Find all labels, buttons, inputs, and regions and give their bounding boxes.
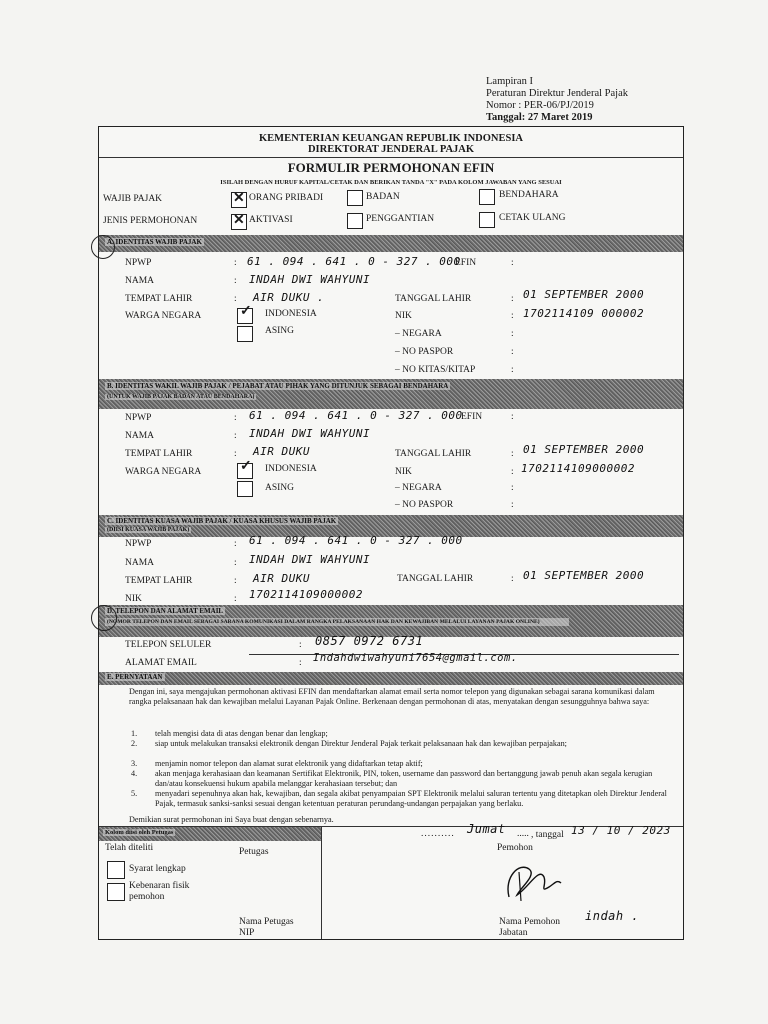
badan-checkbox[interactable]: [347, 190, 363, 206]
cetak-ulang-checkbox[interactable]: [479, 212, 495, 228]
jenis-permohonan-label: JENIS PERMOHONAN: [103, 216, 198, 226]
statement-item: menjamin nomor telepon dan alamat surat elektronik yang didaftarkan tetap aktif;: [155, 759, 423, 768]
b-negara-label: – NEGARA: [395, 483, 442, 493]
lampiran-line: Nomor : PER-06/PJ/2019: [486, 100, 594, 111]
a-negara-label: – NEGARA: [395, 329, 442, 339]
b-warga-negara-label: WARGA NEGARA: [125, 467, 202, 477]
nama-petugas-label: Nama Petugas: [239, 917, 294, 927]
penggantian-checkbox[interactable]: [347, 213, 363, 229]
section-b-title: B. IDENTITAS WAKIL WAJIB PAJAK / PEJABAT ATAU PIHAK YANG DITUNJUK SEBAGAI BENDAHARA: [107, 382, 449, 390]
section-b-header: [99, 379, 683, 409]
a-indonesia-checkbox[interactable]: ✓: [237, 308, 253, 324]
pemohon-label: Pemohon: [497, 843, 533, 853]
b-indonesia-label: INDONESIA: [265, 464, 317, 474]
b-nama-label: NAMA: [125, 431, 155, 441]
c-tempat-lahir-label: TEMPAT LAHIR: [125, 576, 193, 586]
bendahara-checkbox[interactable]: [479, 189, 495, 205]
syarat-lengkap-label: Syarat lengkap: [129, 864, 186, 874]
statement-item: menyadari sepenuhnya akan hak, kewajiban, dan segala akibat penyampaian SPT Elektronik melalui saluran tertentu yang ditetapkan oleh Direktur Jenderal Pajak, termasuk sanksi-sanksi sesuai dengan ketentuan peraturan perundang-undangan perpajakan yang berlaku.: [155, 789, 667, 808]
sign-day: Jumat: [467, 822, 506, 836]
b-npwp-label: NPWP: [125, 413, 152, 423]
lampiran-header: [486, 76, 628, 124]
a-asing-label: ASING: [265, 326, 295, 336]
a-tanggal-lahir-label: TANGGAL LAHIR: [395, 294, 472, 304]
c-tanggal-lahir-value: 01 SEPTEMBER 2000: [523, 569, 645, 582]
sign-tanggal-label: , tanggal: [531, 830, 564, 840]
telah-diteliti-label: Telah diteliti: [105, 843, 154, 853]
nip-label: NIP: [239, 928, 255, 938]
section-b-subtitle: (UNTUK WAJIB PAJAK BADAN ATAU BENDAHARA): [107, 394, 255, 400]
b-nik-label: NIK: [395, 467, 412, 477]
a-npwp-label: NPWP: [125, 258, 152, 268]
b-npwp-value: 61 . 094 . 641 . 0 - 327 . 000: [249, 409, 463, 422]
telepon-value: 0857 0972 6731: [315, 634, 424, 648]
statement-intro: Dengan ini, saya mengajukan permohonan aktivasi EFIN dan mendaftarkan alamat email serta nomor telepon yang digunakan sebagai sarana komunikasi dalam rangka pelaksanaan hak dan kewajiban melalui Layanan Pajak Online. Berkenaan dengan permohonan di atas, menyatakan dengan sesungguhnya bahwa saya:: [129, 687, 655, 706]
c-npwp-value: 61 . 094 . 641 . 0 - 327 . 000: [249, 534, 463, 547]
a-nama-value: INDAH DWI WAHYUNI: [249, 273, 371, 286]
section-e-title: E. PERNYATAAN: [107, 673, 163, 681]
pen-circle-mark: [91, 235, 115, 259]
telepon-label: TELEPON SELULER: [125, 640, 212, 650]
a-warga-negara-label: WARGA NEGARA: [125, 311, 202, 321]
ministry-title: KEMENTERIAN KEUANGAN REPUBLIK INDONESIA: [259, 133, 523, 144]
b-tempat-lahir-value: AIR DUKU: [253, 445, 310, 458]
a-paspor-label: – NO PASPOR: [395, 347, 454, 357]
a-tempat-lahir-label: TEMPAT LAHIR: [125, 294, 193, 304]
section-c-title: C. IDENTITAS KUASA WAJIB PAJAK / KUASA KHUSUS WAJIB PAJAK: [107, 517, 337, 525]
form-instruction: ISILAH DENGAN HURUF KAPITAL/CETAK DAN BERIKAN TANDA "X" PADA KOLOM JAWABAN YANG SESUAI: [220, 179, 562, 186]
email-value: Indahdwiwahyuni7654@gmail.com.: [313, 652, 518, 664]
section-d-title: D. TELEPON DAN ALAMAT EMAIL: [107, 607, 224, 615]
a-indonesia-label: INDONESIA: [265, 309, 317, 319]
a-tanggal-lahir-value: 01 SEPTEMBER 2000: [523, 288, 645, 301]
nama-pemohon-value: indah .: [585, 909, 640, 923]
orang-pribadi-checkbox[interactable]: ✕: [231, 192, 247, 208]
section-d-header: [99, 605, 683, 637]
section-a-title: A. IDENTITAS WAJIB PAJAK: [107, 238, 202, 246]
jabatan-label: Jabatan: [499, 928, 528, 938]
b-paspor-label: – NO PASPOR: [395, 500, 454, 510]
c-nik-value: 1702114109000002: [249, 588, 363, 601]
b-indonesia-checkbox[interactable]: ✓: [237, 463, 253, 479]
a-nik-label: NIK: [395, 311, 412, 321]
statement-closing: Demikian surat permohonan ini Saya buat dengan sebenarnya.: [129, 815, 334, 824]
kebenaran-fisik-checkbox[interactable]: [107, 883, 125, 901]
efin-form: KEMENTERIAN KEUANGAN REPUBLIK INDONESIA DIREKTORAT JENDERAL PAJAK FORMULIR PERMOHONAN EFIN ISILAH DENGAN HURUF KAPITAL/CETAK DAN BERIKAN TANDA "X" PADA KOLOM JAWABAN YANG SESUAI WAJIB PAJAK ✕ ORANG PRIBADI BADAN BENDAHARA JENIS PERMOHONAN ✕ AKTIVASI PENGGANTIAN CETAK ULANG A. IDENTITAS WAJIB PAJAK NPWP : 61 . 094 . 641 . 0 - 327 . 000 EFIN : NAMA : INDAH DWI WAHYUNI TEMPAT LAHIR : AIR DUKU . TANGGAL LAHIR : 01 SEPTEMBER 2000 WARGA NEGARA ✓ INDONESIA NIK : 1702114109 000002 ASING – NEGARA : – NO PASPOR : – NO KITAS/KITAP : B. IDENTITAS WAKIL WAJIB PAJAK / PEJABAT ATAU PIHAK YANG DITUNJUK SEBAGAI BENDAHARA (UNTUK WAJIB PAJAK BADAN ATAU BENDAHARA) NPWP : 61 . 094 . 641 . 0 - 327 . 000 EFIN : NAMA : INDAH DWI WAHYUNI TEMPAT LAHIR : AIR DUKU TANGGAL LAHIR : 01 SEPTEMBER 2000 WARGA NEGARA ✓ INDONESIA NIK : 1702114109000002 ASING – NEGARA : – NO PASPOR : C. IDENTITAS KUASA WAJIB PAJAK / KUASA KHUSUS WAJIB PAJAK (DIISI KUASA WAJIB PAJAK) NPWP : 61 . 094 . 641 . 0 - 327 . 000 NAMA : INDAH DWI WAHYUNI TEMPAT LAHIR : AIR DUKU TANGGAL LAHIR : 01 SEPTEMBER 2000 NIK : 1702114109000002 D. TELEPON DAN ALAMAT EMAIL (NOMOR TELEPON DAN EMAIL SEBAGAI SARANA KOMUNIKASI DALAM RANGKA PELAKSANAAN HAK DAN KEWAJIBAN MELALUI LAYANAN PAJAK ONLINE) TELEPON SELULER : 0857 0972 6731 ALAMAT EMAIL : Indahdwiwahyuni7654@gmail.com. E. PERNYATAAN Dengan ini, saya mengajukan permohonan aktivasi EFIN dan mendaftarkan alamat email serta nomor telepon yang digunakan sebagai sarana komunikasi dalam rangka pelaksanaan hak dan kewajiban melalui Layanan Pajak Online. Berkenaan dengan permohonan di atas, menyatakan dengan sesungguhnya bahwa saya: 1. telah mengisi data di atas dengan benar dan lengkap; 2. siap untuk melakukan transaksi elektronik dengan Direktur Jenderal Pajak terkait pelaksanaan hak dan kewajiban perpajakan; 3. menjamin nomor telepon dan alamat surat elektronik yang didaftarkan tetap aktif; 4. akan menjaga kerahasiaan dan keamanan Sertifikat Elektronik, PIN, token, username dan password dan bertanggung jawab penuh akan segala kerugian dan/atau konsekuensi hukum apabila melanggar kerahasiaan tersebut; dan 5. menyadari sepenuhnya akan hak, kewajiban, dan segala akibat penyampaian SPT Elektronik melalui saluran tertentu yang ditetapkan oleh Direktur Jenderal Pajak, termasuk sanksi-sanksi sesuai dengan ketentuan peraturan perundang-undangan perpajakan yang berlaku. Demikian surat permohonan ini Saya buat dengan sebenarnya. Kolom diisi oleh Petugas .......... Jumat ..... , tanggal 13 / 10 / 2023 Telah diteliti Petugas Pemohon Syarat lengkap Kebenaran fisik pemohon Nama Petugas NIP Nama Pemohon indah . Jabatan: [98, 126, 684, 940]
a-kitas-label: – NO KITAS/KITAP: [395, 365, 476, 375]
a-nik-value: 1702114109 000002: [523, 307, 645, 320]
statement-item: akan menjaga kerahasiaan dan keamanan Sertifikat Elektronik, PIN, token, username dan password dan bertanggung jawab penuh akan segala kerugian dan/atau konsekuensi hukum apabila melanggar kerahasiaan tersebut; dan: [155, 769, 653, 788]
section-e-header: [99, 672, 683, 685]
b-tanggal-lahir-label: TANGGAL LAHIR: [395, 449, 472, 459]
bendahara-label: BENDAHARA: [499, 190, 559, 200]
email-label: ALAMAT EMAIL: [125, 658, 197, 668]
kebenaran-fisik-label: Kebenaran fisik: [129, 881, 190, 891]
form-title: FORMULIR PERMOHONAN EFIN: [287, 160, 495, 175]
section-a-header: [99, 235, 683, 252]
kebenaran-pemohon-label: pemohon: [129, 892, 165, 902]
aktivasi-label: AKTIVASI: [249, 215, 293, 225]
petugas-label: Petugas: [239, 847, 269, 857]
c-nama-label: NAMA: [125, 558, 155, 568]
nama-pemohon-label: Nama Pemohon: [499, 917, 560, 927]
a-npwp-value: 61 . 094 . 641 . 0 - 327 . 000: [247, 255, 461, 268]
a-nama-label: NAMA: [125, 276, 155, 286]
orang-pribadi-label: ORANG PRIBADI: [249, 193, 324, 203]
a-tempat-lahir-value: AIR DUKU .: [253, 291, 325, 304]
directorate-title: DIREKTORAT JENDERAL PAJAK: [307, 144, 475, 155]
a-efin-label: EFIN: [455, 258, 477, 268]
lampiran-line: Lampiran I: [486, 76, 533, 87]
statement-item: telah mengisi data di atas dengan benar dan lengkap;: [155, 729, 328, 738]
aktivasi-checkbox[interactable]: ✕: [231, 214, 247, 230]
lampiran-line: Peraturan Direktur Jenderal Pajak: [486, 88, 628, 99]
pen-circle-mark: [91, 605, 117, 631]
signature-image: [499, 857, 569, 907]
c-tanggal-lahir-label: TANGGAL LAHIR: [397, 574, 474, 584]
section-d-subtitle: (NOMOR TELEPON DAN EMAIL SEBAGAI SARANA KOMUNIKASI DALAM RANGKA PELAKSANAAN HAK DAN KEWAJIBAN MELALUI LAYANAN PAJAK ONLINE): [105, 618, 569, 626]
c-npwp-label: NPWP: [125, 539, 152, 549]
b-efin-label: EFIN: [461, 412, 483, 422]
b-tempat-lahir-label: TEMPAT LAHIR: [125, 449, 193, 459]
c-nik-label: NIK: [125, 594, 142, 604]
syarat-lengkap-checkbox[interactable]: [107, 861, 125, 879]
petugas-column-label: Kolom diisi oleh Petugas: [105, 829, 174, 836]
wajib-pajak-label: WAJIB PAJAK: [103, 194, 163, 204]
petugas-column-header: [99, 827, 321, 841]
c-tempat-lahir-value: AIR DUKU: [253, 572, 310, 585]
statement-item: siap untuk melakukan transaksi elektronik dengan Direktur Jenderal Pajak terkait pelaksanaan hak dan kewajiban perpajakan;: [155, 739, 567, 748]
penggantian-label: PENGGANTIAN: [366, 214, 435, 224]
lampiran-line: Tanggal: 27 Maret 2019: [486, 112, 593, 123]
sign-date: 13 / 10 / 2023: [571, 824, 671, 837]
b-nik-value: 1702114109000002: [521, 462, 635, 475]
b-asing-checkbox[interactable]: [237, 481, 253, 497]
b-asing-label: ASING: [265, 483, 295, 493]
b-nama-value: INDAH DWI WAHYUNI: [249, 427, 371, 440]
b-tanggal-lahir-value: 01 SEPTEMBER 2000: [523, 443, 645, 456]
section-c-subtitle: (DIISI KUASA WAJIB PAJAK): [107, 527, 190, 533]
cetak-ulang-label: CETAK ULANG: [499, 213, 566, 223]
badan-label: BADAN: [366, 192, 400, 202]
c-nama-value: INDAH DWI WAHYUNI: [249, 553, 371, 566]
a-asing-checkbox[interactable]: [237, 326, 253, 342]
